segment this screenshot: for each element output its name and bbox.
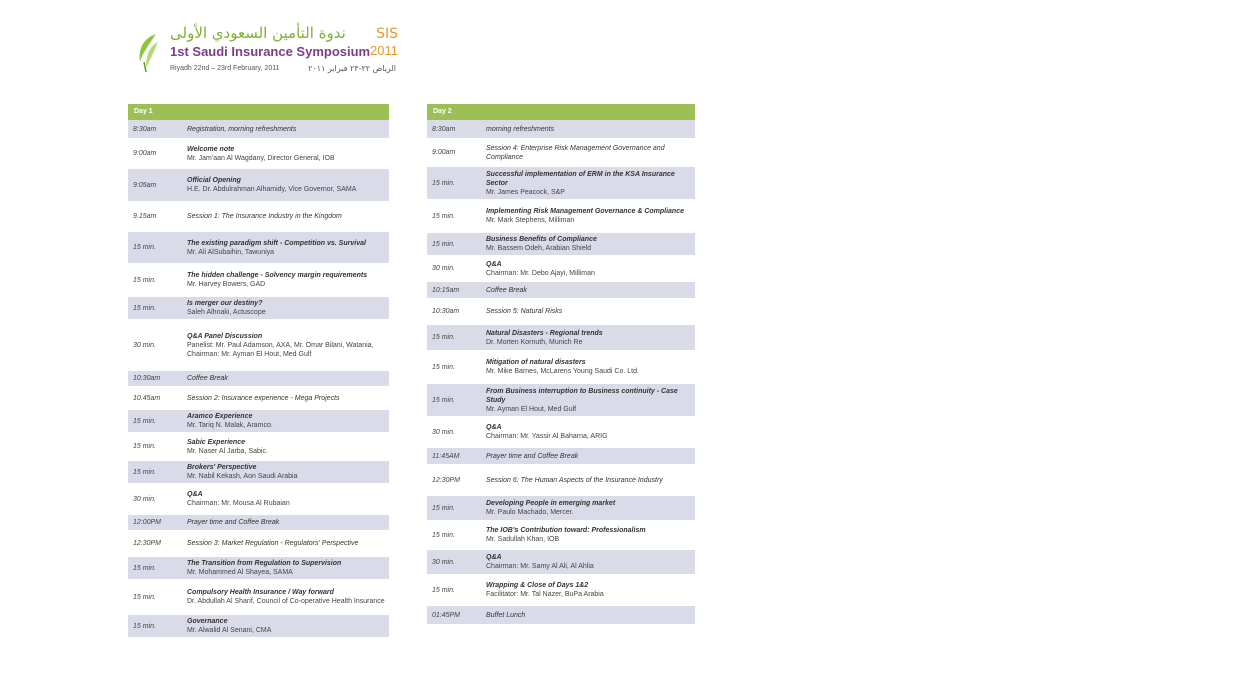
agenda-time: 10.45am [133, 394, 161, 402]
agenda-time: 30 min. [432, 265, 455, 272]
agenda-title: Coffee Break [486, 286, 527, 294]
agenda-speaker: Dr. Abdullah Al Sharif, Council of Co-operative Health Insurance [187, 598, 385, 605]
agenda-title: Q&A Panel Discussion [187, 332, 263, 340]
sis-logo-text: SIS [376, 26, 398, 42]
agenda-title: Implementing Risk Management Governance & Compliance [486, 208, 684, 215]
agenda-row [128, 297, 389, 320]
agenda-row [427, 120, 695, 139]
agenda-time: 15 min. [133, 244, 156, 251]
agenda-item [183, 615, 389, 637]
agenda-row [427, 448, 695, 465]
agenda-speaker: Panelist: Mr. Paul Adamson, AXA, Mr. Omar Bilani, Watania, Chairman: Mr. Ayman El Hout, Med Gulf [187, 341, 374, 358]
agenda-time: 15 min. [133, 622, 156, 630]
agenda-row [128, 371, 389, 387]
agenda-row [128, 615, 389, 638]
agenda-title: Governance [187, 618, 228, 625]
agenda-speaker: Mr. Nabil Kekash, Aon Saudi Arabia [187, 473, 298, 480]
agenda-item [482, 474, 695, 487]
agenda-row [427, 325, 695, 351]
agenda-time: 9:05am [133, 181, 157, 189]
agenda-item [183, 461, 389, 483]
agenda-title: Prayer time and Coffee Break [187, 519, 280, 526]
agenda-title: morning refreshments [486, 125, 555, 133]
agenda-time: 9:00am [133, 150, 157, 157]
agenda-title: Sabic Experience [187, 438, 245, 446]
agenda-item [183, 210, 389, 223]
agenda-speaker: Facilitator: Mr. Tal Nazer, BuPa Arabia [486, 591, 604, 598]
agenda-time: 10:30am [432, 308, 460, 315]
agenda-title: Q&A [486, 260, 502, 268]
agenda-item [183, 557, 389, 579]
agenda-item [482, 168, 695, 199]
agenda-row [128, 580, 389, 615]
agenda-item [482, 305, 695, 318]
agenda-speaker: Chairman: Mr. Debo Ajayi, Milliman [486, 269, 595, 277]
agenda-item [482, 258, 695, 280]
agenda-title: Coffee Break [187, 375, 228, 382]
agenda-item [183, 123, 389, 136]
agenda-row [427, 167, 695, 200]
agenda-item [482, 385, 695, 416]
agenda-time: 30 min. [133, 341, 156, 349]
agenda-row [427, 256, 695, 282]
agenda-item [482, 233, 695, 255]
agenda-row [427, 575, 695, 606]
agenda-row [128, 461, 389, 484]
agenda-row [128, 264, 389, 297]
agenda-time: 8:30am [432, 125, 456, 133]
agenda-time: 9.15am [133, 213, 157, 220]
agenda-time: 30 min. [432, 428, 455, 436]
symposium-header [134, 24, 404, 79]
agenda-time: 01:45PM [432, 611, 461, 619]
agenda-title: Is merger our destiny? [187, 300, 263, 307]
agenda-time: 15 min. [432, 504, 455, 512]
agenda-item [482, 205, 695, 227]
agenda-title: Developing People in emerging market [486, 500, 616, 507]
agenda-time: 15 min. [432, 586, 455, 594]
agenda-item [482, 450, 695, 463]
agenda-title: The Transition from Regulation to Supervision [187, 560, 342, 567]
agenda-time: 15 min. [133, 593, 156, 601]
agenda-row [128, 531, 389, 557]
event-dates-arabic: الرياض ٢٢-٢٣ فبراير ٢٠١١ [308, 64, 396, 73]
agenda-title: Wrapping & Close of Days 1&2 [486, 582, 589, 589]
agenda-item [482, 551, 695, 573]
agenda-item [183, 586, 389, 608]
agenda-time: 9:00am [432, 149, 456, 156]
agenda-time: 15 min. [432, 240, 455, 248]
agenda-speaker: Mr. Mark Stephens, Milliman [486, 217, 575, 224]
agenda-item [183, 392, 389, 405]
agenda-title: Successful implementation of ERM in the KSA Insurance Sector [486, 170, 675, 187]
agenda-row [128, 120, 389, 139]
agenda-time: 12:30PM [432, 476, 461, 484]
agenda-title: Brokers' Perspective [187, 464, 257, 471]
agenda-item [183, 330, 389, 361]
agenda-item [482, 123, 695, 136]
agenda-speaker: Mr. Bassem Odeh, Arabian Shield [486, 245, 592, 252]
agenda-title: Q&A [486, 424, 502, 431]
agenda-title: Mitigation of natural disasters [486, 359, 586, 366]
agenda-speaker: Saleh Alhnaki, Actuscope [187, 309, 266, 316]
agenda-time: 15 min. [432, 396, 455, 404]
agenda-speaker: Dr. Morten Kornuth, Munich Re [486, 338, 583, 346]
agenda-speaker: H.E. Dr. Abdulrahman Alhamidy, Vice Governor, SAMA [187, 186, 357, 193]
agenda-row [128, 433, 389, 461]
agenda-title: Registration, morning refreshments [187, 125, 297, 133]
agenda-row [427, 417, 695, 448]
agenda-title: From Business interruption to Business continuity - Case Study [486, 387, 678, 404]
agenda-item [183, 436, 389, 458]
agenda-title: Session 5: Natural Risks [486, 308, 563, 315]
agenda-row [128, 169, 389, 202]
agenda-item [482, 497, 695, 519]
agenda-item [183, 297, 389, 319]
agenda-title: Session 3: Market Regulation - Regulators' Perspective [187, 540, 359, 547]
agenda-row [128, 320, 389, 371]
agenda-title: Business Benefits of Compliance [486, 236, 597, 243]
agenda-speaker: Chairman: Mr. Samy Al Ali, Al Ahlia [486, 563, 594, 570]
agenda-time: 15 min. [432, 212, 455, 220]
agenda-time: 15 min. [133, 443, 156, 450]
agenda-title: Natural Disasters - Regional trends [486, 329, 603, 337]
agenda-item [183, 269, 389, 291]
agenda-item [482, 356, 695, 378]
agenda-speaker: Chairman: Mr. Yassir Al Baharna, ARIG [486, 433, 608, 440]
agenda-time: 30 min. [432, 558, 455, 566]
agenda-title: Welcome note [187, 145, 235, 153]
agenda-row [128, 387, 389, 410]
symposium-year: 2011 [370, 43, 398, 58]
agenda-time: 15 min. [133, 564, 156, 572]
agenda-row [427, 299, 695, 325]
agenda-row [427, 351, 695, 384]
agenda-row [427, 606, 695, 625]
agenda-speaker: Mr. Paulo Machado, Mercer. [486, 509, 574, 516]
agenda-speaker: Mr. Tariq N. Malak, Aramco. [187, 422, 273, 429]
day2-agenda [427, 104, 695, 625]
agenda-row [128, 202, 389, 232]
day2-rows [427, 120, 695, 625]
agenda-title: Session 2: Insurance experience - Mega Projects [187, 394, 340, 402]
agenda-title: The IOB's Contribution toward: Professionalism [486, 527, 646, 534]
agenda-row [128, 139, 389, 169]
agenda-speaker: Mr. Ali AlSubaihin, Tawuniya [187, 248, 275, 256]
agenda-row [427, 282, 695, 299]
agenda-row [128, 557, 389, 580]
agenda-item [482, 609, 695, 622]
agenda-time: 10:30am [133, 375, 161, 382]
agenda-speaker: Mr. Mohammed Al Shayea, SAMA [187, 569, 293, 576]
agenda-item [482, 524, 695, 546]
palm-leaf-icon [134, 32, 162, 72]
agenda-title: The hidden challenge - Solvency margin requirements [187, 272, 368, 279]
agenda-row [128, 232, 389, 264]
agenda-item [482, 327, 695, 349]
agenda-item [183, 372, 389, 385]
agenda-title: Buffet Lunch [486, 611, 526, 619]
agenda-item [183, 537, 389, 550]
agenda-speaker: Mr. Harvey Bowers, GAD [187, 281, 266, 288]
agenda-item [482, 284, 695, 297]
day1-agenda [128, 104, 389, 638]
agenda-speaker: Mr. Ayman El Hout, Med Gulf [486, 405, 577, 413]
agenda-title: Session 4: Enterprise Risk Management Governance and Compliance [486, 144, 665, 161]
agenda-item [183, 516, 389, 529]
agenda-time: 15 min. [432, 179, 455, 187]
agenda-title: Q&A [187, 491, 203, 498]
event-dates: Riyadh 22nd – 23rd February, 2011 [170, 65, 280, 72]
agenda-title: Aramco Experience [187, 413, 253, 420]
agenda-item [183, 237, 389, 259]
agenda-time: 11:45AM [432, 452, 460, 460]
agenda-speaker: Mr. Naser Al Jarba, Sabic. [187, 447, 268, 455]
agenda-speaker: Mr. Mike Barnes, McLarens Young Saudi Co. Ltd. [486, 368, 639, 375]
agenda-time: 8:30am [133, 125, 157, 133]
agenda-speaker: Mr. Jam'aan Al Wagdany, Director General, IOB [187, 154, 335, 162]
agenda-speaker: Mr. Sadullah Khan, IOB [486, 536, 560, 543]
agenda-row [427, 521, 695, 550]
agenda-row [427, 550, 695, 575]
agenda-time: 12:00PM [133, 519, 162, 526]
agenda-time: 15 min. [432, 363, 455, 371]
agenda-item [183, 410, 389, 432]
agenda-speaker: Chairman: Mr. Mousa Al Rubaian [187, 500, 290, 507]
agenda-item [183, 488, 389, 510]
agenda-time: 15 min. [133, 417, 156, 425]
agenda-time: 12:30PM [133, 540, 162, 547]
agenda-time: 15 min. [432, 334, 455, 341]
agenda-item [183, 143, 389, 165]
agenda-row [427, 496, 695, 521]
arabic-title: ندوة التأمين السعودي الأولى [170, 24, 346, 42]
agenda-title: The existing paradigm shift - Competition vs. Survival [187, 239, 366, 247]
agenda-time: 30 min. [133, 495, 156, 503]
agenda-row [427, 200, 695, 233]
agenda-row [427, 139, 695, 167]
agenda-row [427, 384, 695, 417]
agenda-row [128, 410, 389, 433]
agenda-title: Prayer time and Coffee Break [486, 452, 579, 460]
agenda-title: Official Opening [187, 177, 241, 184]
agenda-item [482, 579, 695, 601]
agenda-time: 15 min. [133, 468, 156, 476]
agenda-time: 10:15am [432, 286, 460, 294]
agenda-row [427, 233, 695, 256]
day2-heading: Day 2 [427, 104, 695, 120]
agenda-title: Q&A [486, 554, 502, 561]
agenda-time: 15 min. [133, 304, 156, 312]
day1-heading: Day 1 [128, 104, 389, 120]
agenda-title: Session 1: The Insurance Industry in the Kingdom [187, 213, 342, 220]
agenda-time: 15 min. [432, 531, 455, 539]
agenda-row [427, 465, 695, 496]
agenda-item [482, 421, 695, 443]
agenda-title: Compulsory Health Insurance / Way forward [187, 589, 334, 596]
day1-rows [128, 120, 389, 638]
symposium-title: 1st Saudi Insurance Symposium [170, 44, 371, 59]
agenda-title: Session 6: The Human Aspects of the Insurance Industry [486, 476, 663, 484]
agenda-item [482, 142, 695, 164]
agenda-row [128, 515, 389, 531]
agenda-row [128, 484, 389, 515]
agenda-speaker: Mr. James Peacock, S&P [486, 188, 565, 196]
agenda-speaker: Mr. Alwalid Al Senani, CMA [187, 627, 272, 634]
agenda-time: 15 min. [133, 276, 156, 284]
agenda-item [183, 174, 389, 196]
